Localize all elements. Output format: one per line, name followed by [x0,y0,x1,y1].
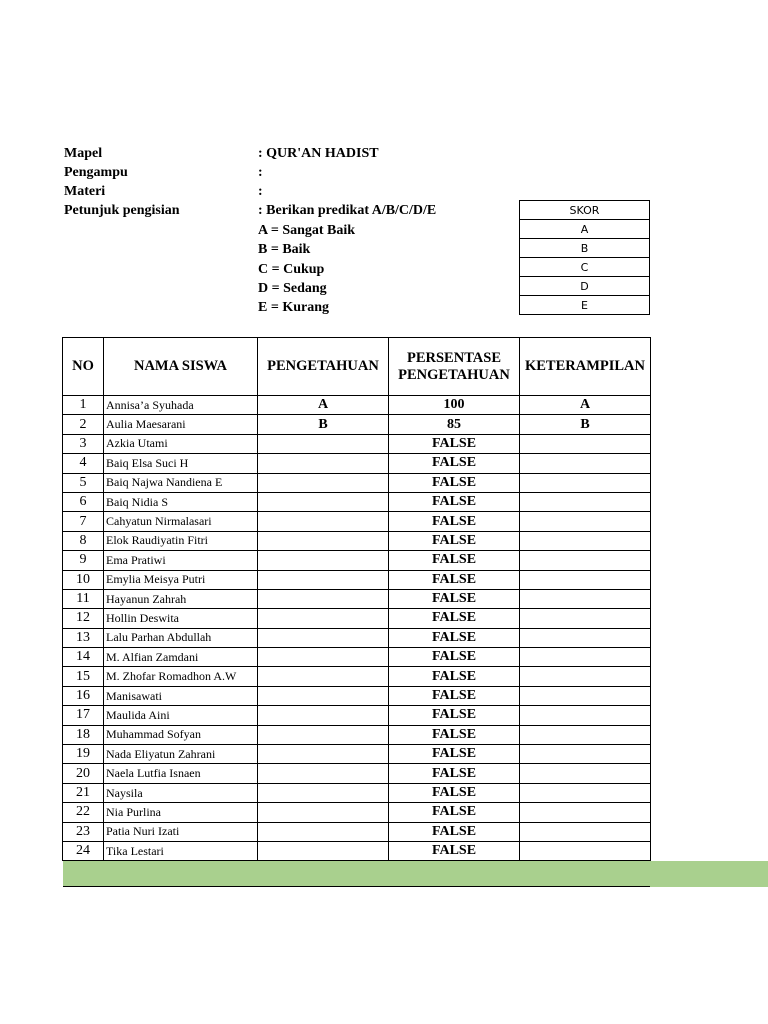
pengetahuan-cell[interactable] [258,667,389,686]
student-name-cell[interactable]: Hollin Deswita [104,609,258,628]
student-name-cell[interactable]: Hayanun Zahrah [104,589,258,608]
student-name-cell[interactable]: Patia Nuri Izati [104,822,258,841]
table-row [63,570,651,589]
row-number-cell[interactable]: 4 [63,454,104,473]
pengetahuan-cell[interactable] [258,686,389,705]
pengetahuan-cell[interactable] [258,803,389,822]
footer-band [63,861,768,887]
table-row [63,396,651,415]
table-row [63,473,651,492]
table-row [63,803,651,822]
pengetahuan-cell[interactable] [258,706,389,725]
keterampilan-cell[interactable] [520,628,651,647]
persentase-cell[interactable]: FALSE [389,745,520,764]
pengetahuan-cell[interactable] [258,492,389,511]
legend-d: D = Sedang [258,281,327,296]
pengetahuan-cell[interactable] [258,648,389,667]
persentase-cell[interactable]: FALSE [389,454,520,473]
persentase-cell[interactable]: FALSE [389,841,520,860]
keterampilan-cell[interactable] [520,531,651,550]
student-name-cell[interactable]: Annisa’a Syuhada [104,396,258,415]
persentase-cell[interactable]: FALSE [389,628,520,647]
label-materi: Materi [64,184,106,199]
row-number-cell[interactable]: 24 [63,841,104,860]
student-name-cell[interactable]: Lalu Parhan Abdullah [104,628,258,647]
row-number-cell[interactable]: 7 [63,512,104,531]
student-name-cell[interactable]: Manisawati [104,686,258,705]
column-header-pengetahuan[interactable]: PENGETAHUAN [258,338,389,396]
row-number-cell[interactable]: 9 [63,551,104,570]
student-name-cell[interactable]: Ema Pratiwi [104,551,258,570]
legend-a: A = Sangat Baik [258,223,356,238]
pengetahuan-cell[interactable] [258,609,389,628]
row-number-cell[interactable]: 17 [63,706,104,725]
skor-header[interactable]: SKOR [520,201,650,220]
persentase-cell[interactable]: FALSE [389,803,520,822]
table-row [63,589,651,608]
skor-cell[interactable]: D [520,277,650,296]
keterampilan-cell[interactable] [520,725,651,744]
student-name-cell[interactable]: Baiq Najwa Nandiena E [104,473,258,492]
student-name-cell[interactable]: Baiq Elsa Suci H [104,454,258,473]
pengetahuan-cell[interactable] [258,589,389,608]
column-header-nama[interactable]: NAMA SISWA [104,338,258,396]
student-name-cell[interactable]: Muhammad Sofyan [104,725,258,744]
table-row [63,648,651,667]
persentase-cell[interactable]: FALSE [389,706,520,725]
label-pengampu: Pengampu [64,165,128,180]
column-header-keterampilan[interactable]: KETERAMPILAN [520,338,651,396]
table-row [63,667,651,686]
student-name-cell[interactable]: Tika Lestari [104,841,258,860]
row-number-cell[interactable]: 10 [63,570,104,589]
row-number-cell[interactable]: 16 [63,686,104,705]
row-number-cell[interactable]: 13 [63,628,104,647]
skor-cell[interactable]: B [520,239,650,258]
table-row [63,745,651,764]
keterampilan-cell[interactable] [520,686,651,705]
keterampilan-cell[interactable] [520,745,651,764]
student-name-cell[interactable]: Emylia Meisya Putri [104,570,258,589]
pengetahuan-cell[interactable] [258,551,389,570]
skor-cell[interactable]: A [520,220,650,239]
table-row [63,764,651,783]
pengetahuan-cell[interactable] [258,628,389,647]
skor-table [519,200,650,315]
row-number-cell[interactable]: 1 [63,396,104,415]
keterampilan-cell[interactable] [520,648,651,667]
table-row [63,686,651,705]
row-number-cell[interactable]: 19 [63,745,104,764]
row-number-cell[interactable]: 12 [63,609,104,628]
skor-cell[interactable]: C [520,258,650,277]
legend-e: E = Kurang [258,300,329,315]
persentase-cell[interactable]: FALSE [389,589,520,608]
keterampilan-cell[interactable] [520,764,651,783]
row-number-cell[interactable]: 2 [63,415,104,434]
skor-cell[interactable]: E [520,296,650,315]
table-row [63,512,651,531]
persentase-cell[interactable]: FALSE [389,473,520,492]
keterampilan-cell[interactable] [520,434,651,453]
student-name-cell[interactable]: M. Zhofar Romadhon A.W [104,667,258,686]
row-number-cell[interactable]: 15 [63,667,104,686]
persentase-cell[interactable]: FALSE [389,570,520,589]
keterampilan-cell[interactable] [520,667,651,686]
student-name-cell[interactable]: Maulida Aini [104,706,258,725]
persentase-cell[interactable]: FALSE [389,667,520,686]
keterampilan-cell[interactable] [520,492,651,511]
persentase-cell[interactable]: FALSE [389,648,520,667]
student-name-cell[interactable]: Elok Raudiyatin Fitri [104,531,258,550]
student-name-cell[interactable]: Cahyatun Nirmalasari [104,512,258,531]
row-number-cell[interactable]: 6 [63,492,104,511]
student-name-cell[interactable]: M. Alfian Zamdani [104,648,258,667]
row-number-cell[interactable]: 20 [63,764,104,783]
student-name-cell[interactable]: Baiq Nidia S [104,492,258,511]
keterampilan-cell[interactable]: A [520,396,651,415]
pengetahuan-cell[interactable] [258,570,389,589]
row-number-cell[interactable]: 23 [63,822,104,841]
persentase-cell[interactable]: FALSE [389,551,520,570]
keterampilan-cell[interactable] [520,841,651,860]
persentase-cell[interactable]: FALSE [389,822,520,841]
table-row [63,706,651,725]
keterampilan-cell[interactable] [520,473,651,492]
persentase-cell[interactable]: FALSE [389,686,520,705]
persentase-cell[interactable]: 100 [389,396,520,415]
table-row [63,551,651,570]
keterampilan-cell[interactable] [520,803,651,822]
pengetahuan-cell[interactable] [258,841,389,860]
persentase-cell[interactable]: 85 [389,415,520,434]
student-name-cell[interactable]: Naela Lutfia Isnaen [104,764,258,783]
keterampilan-cell[interactable]: B [520,415,651,434]
student-name-cell[interactable]: Nia Purlina [104,803,258,822]
keterampilan-cell[interactable] [520,706,651,725]
pengetahuan-cell[interactable] [258,745,389,764]
student-name-cell[interactable]: Azkia Utami [104,434,258,453]
table-row [63,725,651,744]
table-row [63,492,651,511]
pengetahuan-cell[interactable] [258,822,389,841]
student-name-cell[interactable]: Naysila [104,783,258,802]
table-row [63,628,651,647]
grade-table [62,337,651,861]
persentase-cell[interactable]: FALSE [389,512,520,531]
pengetahuan-cell[interactable] [258,531,389,550]
legend-b: B = Baik [258,242,311,257]
table-bottom-border [63,886,650,887]
persentase-cell[interactable]: FALSE [389,783,520,802]
pengetahuan-cell[interactable]: A [258,396,389,415]
table-row [63,822,651,841]
pengetahuan-cell[interactable] [258,764,389,783]
persentase-cell[interactable]: FALSE [389,609,520,628]
table-row [63,531,651,550]
row-number-cell[interactable]: 18 [63,725,104,744]
value-petunjuk: : Berikan predikat A/B/C/D/E [258,203,437,218]
pengetahuan-cell[interactable] [258,783,389,802]
column-header-no[interactable]: NO [63,338,104,396]
legend-c: C = Cukup [258,262,325,277]
persentase-cell[interactable]: FALSE [389,764,520,783]
value-materi: : [258,184,263,199]
row-number-cell[interactable]: 11 [63,589,104,608]
table-row [63,609,651,628]
label-mapel: Mapel [64,146,103,161]
persentase-cell[interactable]: FALSE [389,531,520,550]
value-mapel: : QUR'AN HADIST [258,146,379,161]
student-name-cell[interactable]: Aulia Maesarani [104,415,258,434]
row-number-cell[interactable]: 21 [63,783,104,802]
row-number-cell[interactable]: 14 [63,648,104,667]
row-number-cell[interactable]: 8 [63,531,104,550]
pengetahuan-cell[interactable] [258,454,389,473]
column-header-persentase[interactable]: PERSENTASE PENGETAHUAN [389,338,520,396]
keterampilan-cell[interactable] [520,454,651,473]
student-name-cell[interactable]: Nada Eliyatun Zahrani [104,745,258,764]
table-row [63,454,651,473]
keterampilan-cell[interactable] [520,512,651,531]
pengetahuan-cell[interactable] [258,434,389,453]
keterampilan-cell[interactable] [520,570,651,589]
pengetahuan-cell[interactable] [258,473,389,492]
keterampilan-cell[interactable] [520,551,651,570]
row-number-cell[interactable]: 3 [63,434,104,453]
pengetahuan-cell[interactable] [258,512,389,531]
keterampilan-cell[interactable] [520,609,651,628]
row-number-cell[interactable]: 5 [63,473,104,492]
table-row [63,434,651,453]
table-row [63,783,651,802]
pengetahuan-cell[interactable]: B [258,415,389,434]
value-pengampu: : [258,165,263,180]
row-number-cell[interactable]: 22 [63,803,104,822]
persentase-cell[interactable]: FALSE [389,434,520,453]
label-petunjuk: Petunjuk pengisian [64,203,180,218]
keterampilan-cell[interactable] [520,783,651,802]
persentase-cell[interactable]: FALSE [389,725,520,744]
pengetahuan-cell[interactable] [258,725,389,744]
table-row [63,841,651,860]
persentase-cell[interactable]: FALSE [389,492,520,511]
keterampilan-cell[interactable] [520,589,651,608]
keterampilan-cell[interactable] [520,822,651,841]
table-row [63,415,651,434]
